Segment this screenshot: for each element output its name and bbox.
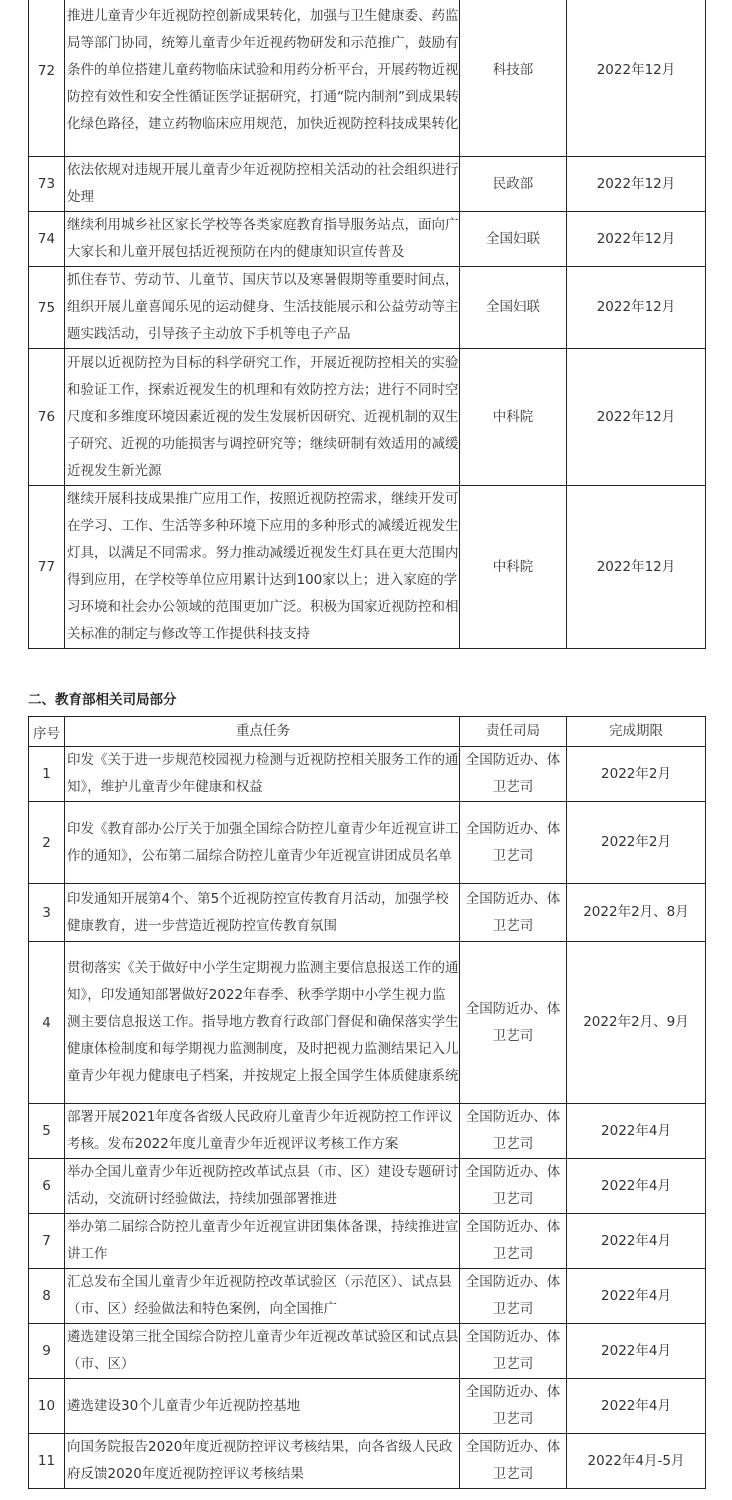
row-date: 2022年2月 xyxy=(567,802,706,884)
table-part1 xyxy=(28,0,706,649)
row-dept: 全国防近办、体卫艺司 xyxy=(460,747,567,802)
row-task: 印发通知开展第4个、第5个近视防控宣传教育月活动，加强学校健康教育，进一步营造近视防控宣传教育氛围 xyxy=(65,884,460,942)
row-task: 开展以近视防控为目标的科学研究工作，开展近视防控相关的实验和验证工作，探索近视发生的机理和有效防控方法；进行不同时空尺度和多维度环境因素近视的发生发展析因研究、近视机制的双生子研究、近视的功能损害与调控研究等；继续研制有效适用的减缓近视发生新光源 xyxy=(65,349,460,486)
row-date: 2022年2月 xyxy=(567,747,706,802)
table-row xyxy=(29,1159,706,1214)
row-task: 遴选建设第三批全国综合防控儿童青少年近视改革试验区和试点县（市、区） xyxy=(65,1324,460,1379)
row-dept: 中科院 xyxy=(460,486,567,649)
header-no: 序号 xyxy=(29,717,65,747)
row-dept: 全国防近办、体卫艺司 xyxy=(460,1159,567,1214)
table-row xyxy=(29,1434,706,1489)
row-number: 9 xyxy=(29,1324,65,1379)
row-dept: 科技部 xyxy=(460,0,567,157)
row-date: 2022年4月 xyxy=(567,1379,706,1434)
row-number: 4 xyxy=(29,942,65,1104)
section-title: 二、教育部相关司局部分 xyxy=(28,692,177,708)
row-number: 77 xyxy=(29,486,65,649)
table-row xyxy=(29,747,706,802)
row-task: 推进儿童青少年近视防控创新成果转化，加强与卫生健康委、药监局等部门协同，统筹儿童青少年近视药物研发和示范推广，鼓励有条件的单位搭建儿童药物临床试验和用药分析平台，开展药物近视防控有效性和安全性循证医学证据研究，打通“院内制剂”到成果转化绿色路径，建立药物临床应用规范，加快近视防控科技成果转化 xyxy=(65,0,460,157)
row-number: 75 xyxy=(29,267,65,349)
table-row xyxy=(29,1269,706,1324)
row-date: 2022年4月 xyxy=(567,1324,706,1379)
row-dept: 全国防近办、体卫艺司 xyxy=(460,1214,567,1269)
row-number: 6 xyxy=(29,1159,65,1214)
row-date: 2022年12月 xyxy=(567,267,706,349)
row-number: 11 xyxy=(29,1434,65,1489)
row-number: 8 xyxy=(29,1269,65,1324)
table-header-row xyxy=(29,717,706,747)
row-date: 2022年4月 xyxy=(567,1269,706,1324)
row-dept: 全国防近办、体卫艺司 xyxy=(460,1434,567,1489)
row-number: 3 xyxy=(29,884,65,942)
row-task: 抓住春节、劳动节、儿童节、国庆节以及寒暑假期等重要时间点，组织开展儿童喜闻乐见的运动健身、生活技能展示和公益劳动等主题实践活动，引导孩子主动放下手机等电子产品 xyxy=(65,267,460,349)
row-dept: 全国防近办、体卫艺司 xyxy=(460,884,567,942)
row-dept: 全国防近办、体卫艺司 xyxy=(460,1269,567,1324)
row-dept: 中科院 xyxy=(460,349,567,486)
row-number: 1 xyxy=(29,747,65,802)
row-date: 2022年12月 xyxy=(567,212,706,267)
table-row xyxy=(29,802,706,884)
table-row xyxy=(29,1214,706,1269)
row-number: 10 xyxy=(29,1379,65,1434)
row-task: 向国务院报告2020年度近视防控评议考核结果，向各省级人民政府反馈2020年度近视防控评议考核结果 xyxy=(65,1434,460,1489)
table-row xyxy=(29,1379,706,1434)
row-dept: 民政部 xyxy=(460,157,567,212)
row-task: 举办全国儿童青少年近视防控改革试点县（市、区）建设专题研讨活动，交流研讨经验做法，持续加强部署推进 xyxy=(65,1159,460,1214)
row-date: 2022年12月 xyxy=(567,349,706,486)
row-task: 印发《关于进一步规范校园视力检测与近视防控相关服务工作的通知》，维护儿童青少年健康和权益 xyxy=(65,747,460,802)
row-task: 贯彻落实《关于做好中小学生定期视力监测主要信息报送工作的通知》，印发通知部署做好2022年春季、秋季学期中小学生视力监测主要信息报送工作。指导地方教育行政部门督促和确保落实学生健康体检制度和每学期视力监测制度，及时把视力监测结果记入儿童青少年视力健康电子档案，并按规定上报全国学生体质健康系统 xyxy=(65,942,460,1104)
row-task: 依法依规对违规开展儿童青少年近视防控相关活动的社会组织进行处理 xyxy=(65,157,460,212)
row-task: 印发《教育部办公厅关于加强全国综合防控儿童青少年近视宣讲工作的通知》，公布第二届综合防控儿童青少年近视宣讲团成员名单 xyxy=(65,802,460,884)
row-task: 继续开展科技成果推广应用工作，按照近视防控需求，继续开发可在学习、工作、生活等多种环境下应用的多种形式的减缓近视发生灯具，以满足不同需求。努力推动减缓近视发生灯具在更大范围内得到应用，在学校等单位应用累计达到100家以上；进入家庭的学习环境和社会办公领域的范围更加广泛。积极为国家近视防控和相关标准的制定与修改等工作提供科技支持 xyxy=(65,486,460,649)
table-part2 xyxy=(28,716,706,1489)
table-row xyxy=(29,157,706,212)
row-dept: 全国防近办、体卫艺司 xyxy=(460,1324,567,1379)
row-task: 举办第二届综合防控儿童青少年近视宣讲团集体备课，持续推进宣讲工作 xyxy=(65,1214,460,1269)
row-task: 汇总发布全国儿童青少年近视防控改革试验区（示范区）、试点县（市、区）经验做法和特色案例，向全国推广 xyxy=(65,1269,460,1324)
row-date: 2022年4月-5月 xyxy=(567,1434,706,1489)
row-dept: 全国防近办、体卫艺司 xyxy=(460,802,567,884)
table-row xyxy=(29,1104,706,1159)
table-row xyxy=(29,267,706,349)
row-date: 2022年2月、8月 xyxy=(567,884,706,942)
row-date: 2022年4月 xyxy=(567,1214,706,1269)
row-task: 继续利用城乡社区家长学校等各类家庭教育指导服务站点，面向广大家长和儿童开展包括近视预防在内的健康知识宣传普及 xyxy=(65,212,460,267)
row-date: 2022年12月 xyxy=(567,157,706,212)
table-row xyxy=(29,212,706,267)
row-task: 部署开展2021年度各省级人民政府儿童青少年近视防控工作评议考核。发布2022年度儿童青少年近视评议考核工作方案 xyxy=(65,1104,460,1159)
header-date: 完成期限 xyxy=(567,717,706,747)
table-row xyxy=(29,486,706,649)
row-task: 遴选建设30个儿童青少年近视防控基地 xyxy=(65,1379,460,1434)
row-date: 2022年4月 xyxy=(567,1159,706,1214)
header-dept: 责任司局 xyxy=(460,717,567,747)
row-number: 2 xyxy=(29,802,65,884)
row-number: 72 xyxy=(29,0,65,157)
table-row xyxy=(29,942,706,1104)
table-row xyxy=(29,349,706,486)
row-dept: 全国妇联 xyxy=(460,267,567,349)
row-number: 76 xyxy=(29,349,65,486)
row-dept: 全国妇联 xyxy=(460,212,567,267)
row-dept: 全国防近办、体卫艺司 xyxy=(460,1379,567,1434)
header-task: 重点任务 xyxy=(65,717,460,747)
row-date: 2022年12月 xyxy=(567,0,706,157)
table-row xyxy=(29,884,706,942)
row-number: 74 xyxy=(29,212,65,267)
row-number: 7 xyxy=(29,1214,65,1269)
row-date: 2022年4月 xyxy=(567,1104,706,1159)
row-number: 5 xyxy=(29,1104,65,1159)
table-row xyxy=(29,0,706,157)
table-row xyxy=(29,1324,706,1379)
row-number: 73 xyxy=(29,157,65,212)
row-dept: 全国防近办、体卫艺司 xyxy=(460,942,567,1104)
row-date: 2022年12月 xyxy=(567,486,706,649)
row-date: 2022年2月、9月 xyxy=(567,942,706,1104)
row-dept: 全国防近办、体卫艺司 xyxy=(460,1104,567,1159)
